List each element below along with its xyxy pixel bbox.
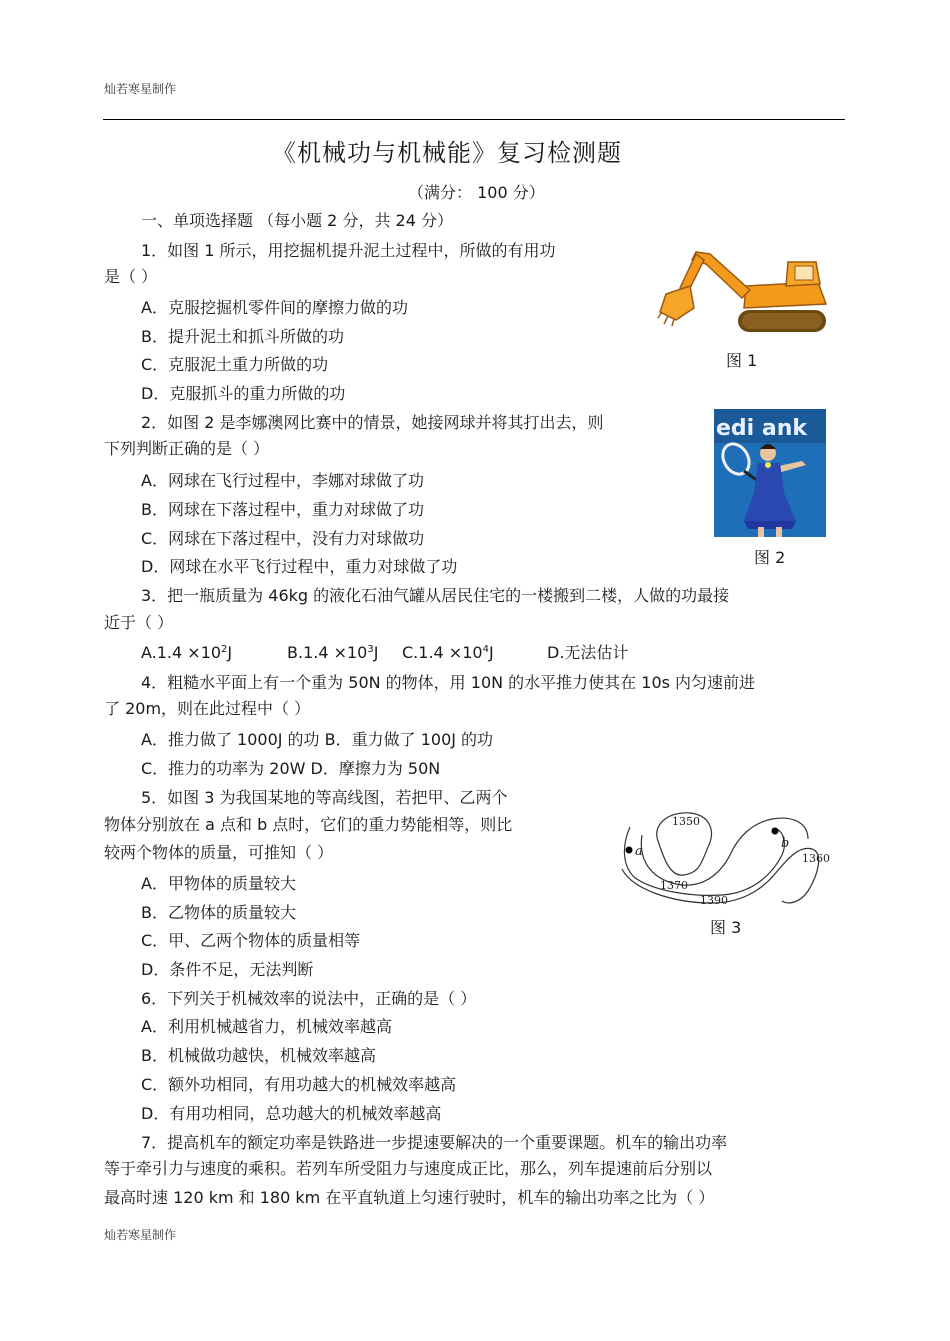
contour-label: 1390 (700, 894, 728, 907)
option-c: C．额外功相同，有用功越大的机械效率越高 (141, 1075, 457, 1094)
option-b: B．机械做功越快，机械效率越高 (141, 1046, 376, 1065)
page-header: 灿若寒星制作 (104, 82, 177, 96)
figure-1-caption: 图 1 (726, 351, 758, 370)
point-a-marker (626, 847, 633, 854)
option-c: C．网球在下落过程中，没有力对球做功 (141, 529, 425, 548)
option-b: B．网球在下落过程中，重力对球做了功 (141, 500, 424, 519)
page-title: 《机械功与机械能》复习检测题 (272, 139, 622, 167)
option-d: D.无法估计 (547, 643, 629, 662)
point-a-label: a (635, 844, 643, 859)
contour-map-figure (612, 805, 844, 913)
option-d: D．有用功相同，总功越大的机械效率越高 (141, 1104, 442, 1123)
question-text: 6．下列关于机械效率的说法中，正确的是（ ） (141, 989, 477, 1008)
option-b: B．提升泥土和抓斗所做的功 (141, 327, 344, 346)
figure-3-caption: 图 3 (710, 918, 742, 937)
question-text: 7．提高机车的额定功率是铁路进一步提速要解决的一个重要课题。机车的输出功率 (141, 1133, 728, 1152)
point-b-label: b (781, 836, 790, 851)
header-rule (103, 119, 845, 120)
excavator-figure (650, 246, 835, 338)
option-c: $C.1.4 \times 10^4J$ (402, 643, 494, 662)
option-a: A．网球在飞行过程中，李娜对球做了功 (141, 471, 424, 490)
option-a: A．利用机械越省力，机械效率越高 (141, 1017, 392, 1036)
score-note: （满分： 100 分） (408, 183, 545, 202)
options-c-d: C．推力的功率为 20W D．摩擦力为 50N (141, 759, 441, 778)
question-text: 较两个物体的质量，可推知（ ） (104, 843, 334, 862)
section-heading: 一、单项选择题 （每小题 2 分，共 24 分） (141, 211, 453, 230)
excavator-icon (658, 252, 826, 332)
option-d: D．条件不足，无法判断 (141, 960, 314, 979)
page-footer: 灿若寒星制作 (104, 1228, 177, 1242)
question-text: 了 20m，则在此过程中（ ） (104, 699, 311, 718)
option-d: D．网球在水平飞行过程中，重力对球做了功 (141, 557, 458, 576)
question-text: 下列判断正确的是（ ） (104, 439, 270, 458)
question-text: 等于牵引力与速度的乘积。若列车所受阻力与速度成正比，那么，列车提速前后分别以 (104, 1159, 713, 1178)
banner-text: edi ank (716, 416, 808, 441)
contour-lines (622, 813, 819, 903)
option-b: B．乙物体的质量较大 (141, 903, 296, 922)
question-text: 1．如图 1 所示，用挖掘机提升泥土过程中，所做的有用功 (141, 241, 556, 260)
contour-label: 1360 (802, 852, 830, 865)
question-text: 最高时速 120 km 和 180 km 在平直轨道上匀速行驶时，机车的输出功率之比为（ ） (104, 1188, 715, 1207)
options-a-b: A．推力做了 1000J 的功 B．重力做了 100J 的功 (141, 730, 494, 749)
point-b-marker (772, 828, 779, 835)
question-text: 是（ ） (104, 267, 158, 286)
contour-label: 1350 (672, 815, 700, 828)
contour-outer (624, 827, 784, 895)
question-text: 近于（ ） (104, 613, 174, 632)
option-a: A．甲物体的质量较大 (141, 874, 296, 893)
option-b: $B.1.4 \times 10^3J$ (287, 643, 379, 662)
option-d: D．克服抓斗的重力所做的功 (141, 384, 346, 403)
option-a: $A.1.4 \times 10^2J$ (141, 643, 233, 662)
question-text: 5．如图 3 为我国某地的等高线图，若把甲、乙两个 (141, 788, 508, 807)
question-text: 2．如图 2 是李娜澳网比赛中的情景，她接网球并将其打出去，则 (141, 413, 604, 432)
tennis-player-figure (714, 409, 826, 537)
option-a: A．克服挖掘机零件间的摩擦力做的功 (141, 298, 408, 317)
option-c: C．克服泥土重力所做的功 (141, 355, 329, 374)
question-text: 4．粗糙水平面上有一个重为 50N 的物体，用 10N 的水平推力使其在 10s 内匀速前进 (141, 673, 756, 692)
figure-2-caption: 图 2 (754, 548, 786, 567)
contour-label: 1370 (660, 879, 688, 892)
question-text: 3．把一瓶质量为 46kg 的液化石油气罐从居民住宅的一楼搬到二楼，人做的功最接 (141, 586, 730, 605)
question-text: 物体分别放在 a 点和 b 点时，它们的重力势能相等，则比 (104, 815, 513, 834)
option-c: C．甲、乙两个物体的质量相等 (141, 931, 361, 950)
